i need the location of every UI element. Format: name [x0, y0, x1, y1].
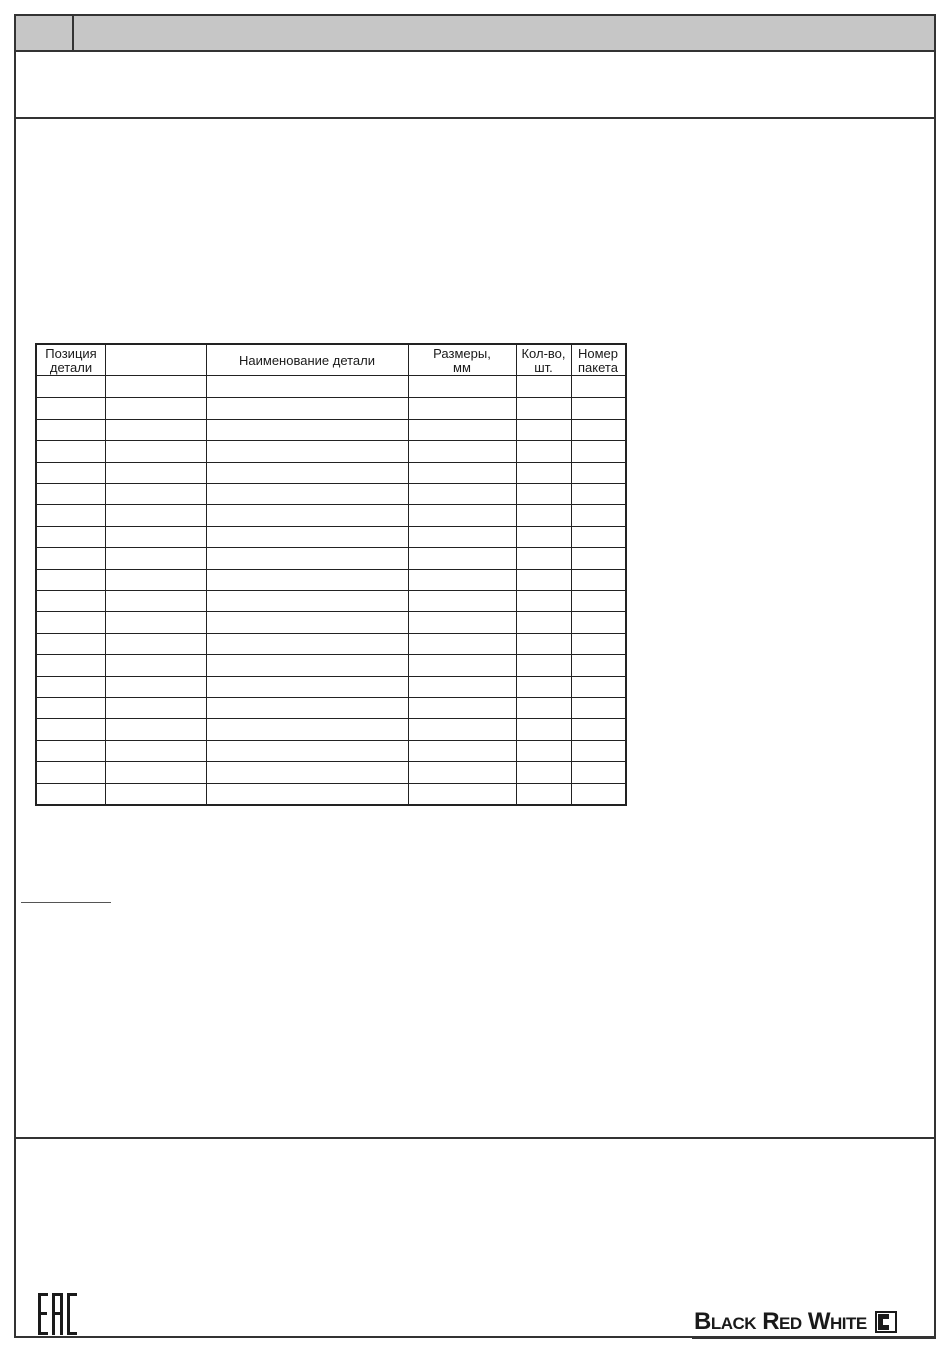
table-row: [37, 633, 625, 634]
column-divider: [571, 345, 572, 804]
table-row: [37, 783, 625, 784]
brand-underline: [692, 1338, 936, 1339]
table-row: [37, 761, 625, 762]
table-row: [37, 504, 625, 505]
section-divider-bottom: [16, 1137, 934, 1139]
column-divider: [206, 345, 207, 804]
header-name: Наименование детали: [239, 352, 375, 368]
table-row: [37, 611, 625, 612]
table-row: [37, 397, 625, 398]
table-row: [37, 526, 625, 527]
header-divider: [72, 16, 74, 50]
header-position: Позиция детали: [45, 345, 97, 375]
table-row: [37, 483, 625, 484]
brand-name: Black Red White: [694, 1308, 867, 1335]
table-row: [37, 419, 625, 420]
table-row: [37, 654, 625, 655]
header-package: Номер пакета: [577, 345, 618, 375]
eac-logo: [38, 1293, 78, 1335]
table-header-row: [37, 345, 625, 376]
table-row: [37, 740, 625, 741]
table-row: [37, 440, 625, 441]
table-row: [37, 697, 625, 698]
column-divider: [516, 345, 517, 804]
section-divider-top: [16, 117, 934, 119]
header-quantity: Кол-во, шт.: [521, 345, 566, 375]
table-row: [37, 547, 625, 548]
table-row: [37, 676, 625, 677]
table-row: [37, 462, 625, 463]
header-dimensions: Размеры, мм: [433, 345, 491, 375]
table-row: [37, 590, 625, 591]
brand-square-icon: [875, 1311, 897, 1333]
table-row: [37, 569, 625, 570]
table-row: [37, 718, 625, 719]
column-divider: [408, 345, 409, 804]
header-code: [105, 345, 206, 376]
brand-logo: [694, 1308, 897, 1336]
parts-table: [35, 343, 627, 806]
signature-line: [21, 902, 111, 903]
header-bar: [16, 16, 934, 52]
column-divider: [105, 345, 106, 804]
